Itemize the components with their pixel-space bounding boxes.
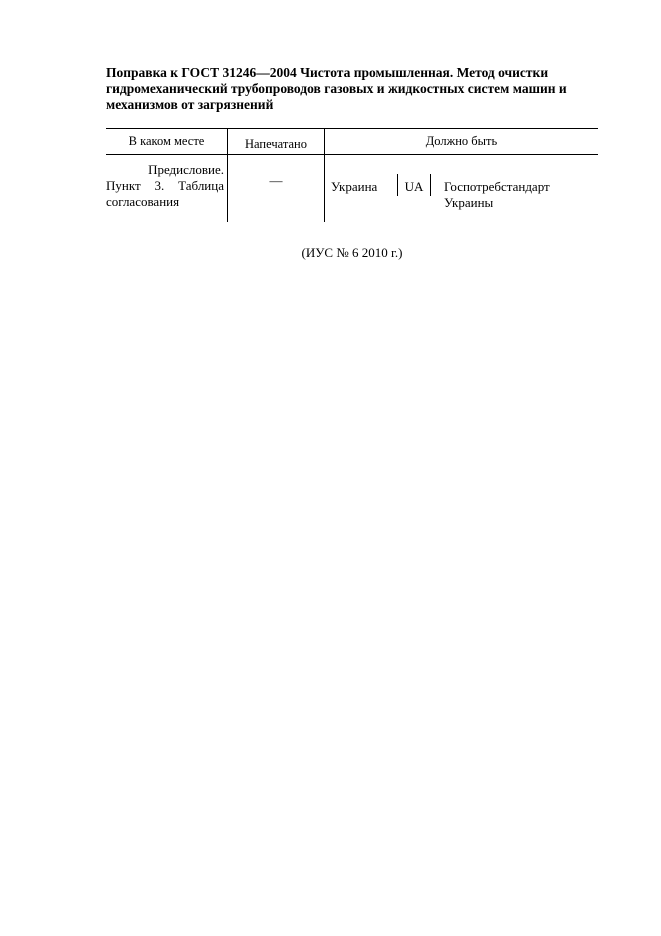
table-header-rule bbox=[106, 154, 598, 155]
where-line-3: согласования bbox=[106, 194, 180, 209]
table-top-rule bbox=[106, 128, 598, 129]
title-line-1: Поправка к ГОСТ 31246—2004 Чистота промышленная. Метод очистки bbox=[106, 65, 549, 80]
header-should-be: Должно быть bbox=[425, 134, 498, 148]
cell-country-code bbox=[397, 174, 431, 196]
source-reference: (ИУС № 6 2010 г.) bbox=[301, 245, 403, 260]
header-printed: Напечатано bbox=[245, 137, 307, 151]
cell-where bbox=[106, 162, 224, 210]
country-code: UA bbox=[404, 179, 424, 194]
title-line-2: гидромеханический трубопроводов газовых и жидкостных систем машин и bbox=[106, 81, 567, 96]
title-line-3: механизмов от загрязнений bbox=[106, 97, 274, 112]
amendment-title bbox=[106, 65, 598, 113]
cell-printed: — bbox=[269, 173, 283, 188]
code-right-border bbox=[430, 174, 431, 196]
header-where: В каком месте bbox=[128, 134, 205, 148]
where-line-2: Пункт 3. Таблица bbox=[106, 178, 224, 193]
cell-agency bbox=[444, 179, 550, 211]
cell-country: Украина bbox=[331, 179, 378, 194]
where-line-1: Предисловие. bbox=[148, 162, 224, 177]
agency-line-1: Госпотребстандарт bbox=[444, 179, 550, 194]
agency-line-2: Украины bbox=[444, 195, 494, 210]
amendment-table bbox=[106, 128, 598, 222]
